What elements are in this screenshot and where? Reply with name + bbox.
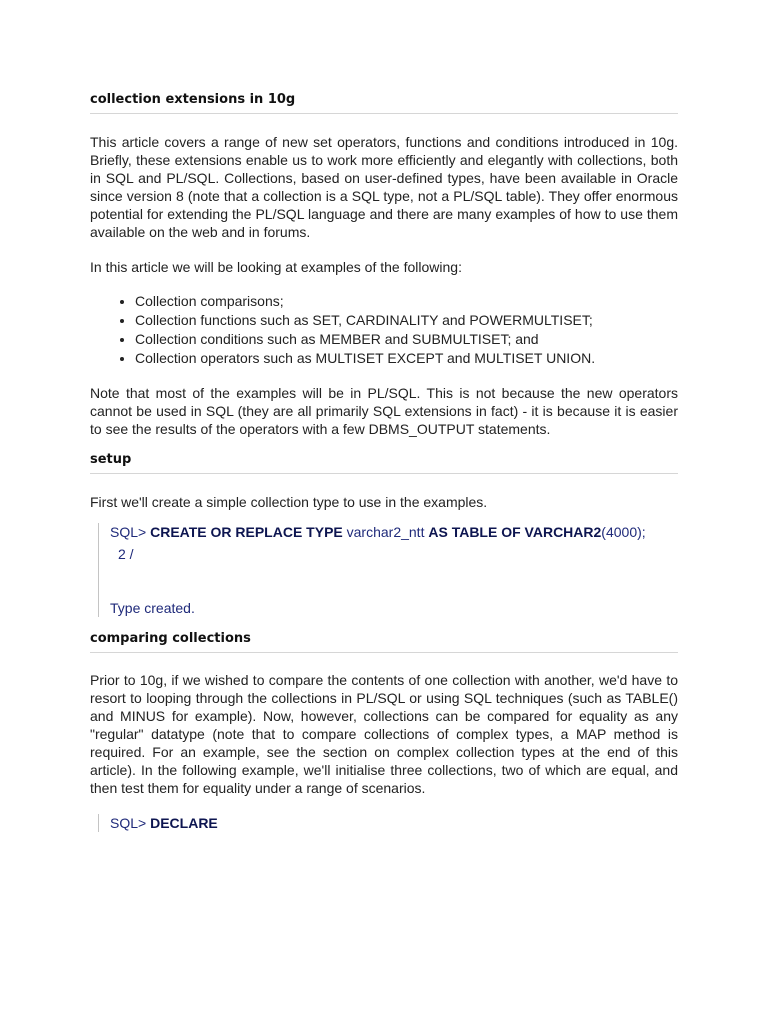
list-item: • Collection functions such as SET, CARDINALITY and POWERMULTISET; (135, 311, 678, 330)
lead-paragraph: In this article we will be looking at examples of the following: (90, 259, 462, 275)
code-block-declare (98, 814, 678, 832)
code-result: Type created. (110, 600, 195, 616)
intro-paragraph: This article covers a range of new set operators, functions and conditions introduced in 10g. Briefly, these extensions enable us to work more efficiently and elegantly with collections, both in SQL and PL/SQL. Collections, based on user-defined types, have been available in Oracle since version 8 (note that a collection is a SQL type, not a PL/SQL table). They offer enormous potential for extending the PL/SQL language and there are many examples of how to use them available on the web and in forums. (90, 134, 678, 240)
code-line (110, 814, 678, 832)
sql-argument: (4000); (601, 524, 646, 540)
code-line (110, 523, 678, 541)
list-item: • Collection comparisons; (135, 292, 678, 311)
sql-prompt: SQL> (110, 815, 151, 831)
comparing-paragraph: Prior to 10g, if we wished to compare the contents of one collection with another, we'd have to resort to looping through the collections in PL/SQL or using SQL techniques (such as TABLE() and MINUS for example). Now, however, collections can be compared for equality as any "regular" datatype (note that to compare collections of complex types, a MAP method is required. For an example, see the section on complex collection types at the end of this article). In the following example, we'll initialise three collections, two of which are equal, and then test them for equality under a range of scenarios. (90, 672, 678, 796)
sql-identifier: varchar2_ntt (342, 524, 429, 540)
sql-keyword: CREATE OR REPLACE TYPE (150, 524, 343, 540)
code-block-create-type (98, 523, 678, 617)
article-body (90, 92, 678, 832)
sql-keyword: VARCHAR2 (524, 524, 602, 540)
list-item: • Collection conditions such as MEMBER and SUBMULTISET; and (135, 330, 678, 349)
sql-keyword: AS TABLE OF (428, 524, 521, 540)
topic-list (90, 292, 678, 368)
note-paragraph: Note that most of the examples will be in PL/SQL. This is not because the new operators cannot be used in SQL (they are all primarily SQL extensions in fact) - it is because it is easier to see the results of the operators with a few DBMS_OUTPUT statements. (90, 385, 678, 437)
sql-keyword: DECLARE (150, 815, 218, 831)
section-heading-collection-extensions: collection extensions in 10g (90, 92, 678, 114)
code-line: 2 / (118, 546, 134, 562)
setup-paragraph: First we'll create a simple collection type to use in the examples. (90, 494, 488, 510)
section-heading-comparing-collections: comparing collections (90, 631, 678, 653)
list-item: • Collection operators such as MULTISET EXCEPT and MULTISET UNION. (135, 349, 678, 368)
sql-prompt: SQL> (110, 524, 151, 540)
section-heading-setup: setup (90, 452, 678, 474)
